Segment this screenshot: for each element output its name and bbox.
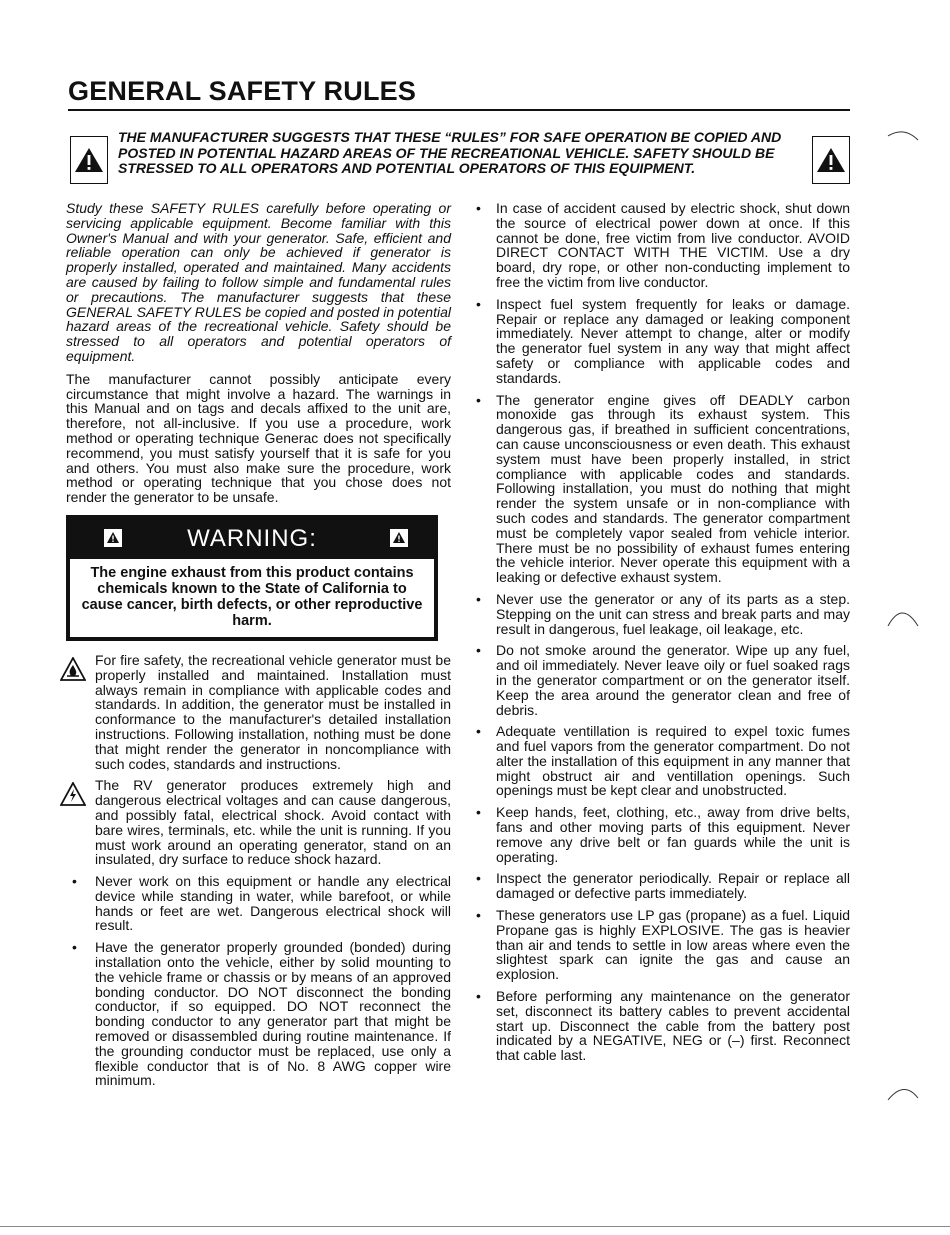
warning-heading: WARNING: (187, 524, 317, 552)
warning-triangle-icon (104, 529, 122, 547)
shock-hazard-icon (60, 782, 86, 809)
list-item: • Never use the generator or any of its parts as a step. Stepping on the unit can stress and break parts and may result in dangerous, fuel leakage, oil leakage, etc. (476, 590, 850, 637)
list-item: • Have the generator properly grounded (bonded) during installation onto the vehicle, either by solid mounting to the vehicle frame or chassis or by means of an approved bonding conductor. DO NOT disconnect the bonding conductor, if so equipped. DO NOT reconnect the bonding conductor to any generator part that might be removed or disassembled during routine maintenance. If the grounding conductor must be replaced, use only a flexible conductor that is of No. 8 AWG copper wire minimum. (72, 939, 451, 1089)
list-item: • Do not smoke around the generator. Wipe up any fuel, and oil immediately. Never leave oily or fuel soaked rags in the generator compartment or on the generator itself. Keep the area around the generator clean and free of debris. (476, 642, 850, 718)
bottom-edge-rule (0, 1226, 950, 1227)
list-item: • In case of accident caused by electric shock, shut down the source of electrical power down at once. If this cannot be done, free victim from live conductor. AVOID DIRECT CONTACT WITH THE VICTIM. Use a dry board, dry rope, or other non-conducting implement to free the victim from live conductor. (476, 200, 850, 290)
list-item: • Adequate ventillation is required to expel toxic fumes and fuel vapors from the generator compartment. Do not alter the installation of this equipment in any manner that might obstruct air and ventillation openings. Such openings must be kept clear and unobstructed. (476, 723, 850, 799)
safety-banner (68, 130, 850, 192)
warning-body: The engine exhaust from this product contains chemicals known to the State of California to cause cancer, birth defects, or other reproductive harm. (81, 564, 423, 629)
banner-text: THE MANUFACTURER SUGGESTS THAT THESE “RULES” FOR SAFE OPERATION BE COPIED AND POSTED IN POTENTIAL HAZARD AREAS OF THE RECREATIONAL VEHICLE. SAFETY SHOULD BE STRESSED TO ALL OPERATORS AND POTENTIAL OPERATORS OF THIS EQUIPMENT. (118, 129, 782, 176)
bullet-icon: • (476, 723, 481, 740)
binder-hole-mark-icon (886, 1084, 920, 1102)
bullet-icon: • (476, 907, 481, 924)
warning-triangle-icon (70, 136, 108, 184)
bullet-icon: • (476, 295, 481, 312)
intro-italic-paragraph: Study these SAFETY RULES carefully before operating or servicing applicable equipment. Become familiar with this Owner's Manual and with your generator. Safe, efficient and reliable operation can only be achieved if generator is properly installed, operated and maintained. Many accidents are caused by failing to follow simple and fundamental rules or precautions. The manufacturer suggests that these GENERAL SAFETY RULES be copied and posted in potential hazard areas of the recreational vehicle. Safety should be stressed to all operators and potential operators of equipment. (66, 200, 451, 364)
bullet-icon: • (476, 200, 481, 216)
list-item: • Inspect the generator periodically. Repair or replace all damaged or defective parts immediately. (476, 870, 850, 902)
intro-paragraph: The manufacturer cannot possibly anticipate every circumstance that might involve a hazard. The warnings in this Manual and on tags and decals affixed to the unit are, therefore, not all-inclusive. If you use a procedure, work method or operating technique Generac does not specifically recommend, you must satisfy yourself that it is safe for you and others. You must also make sure the procedure, work method or operating technique that you chose does not render the generator to be unsafe. (66, 370, 451, 506)
bullet-icon: • (72, 939, 77, 956)
title-rule (68, 109, 850, 111)
list-item: • Keep hands, feet, clothing, etc., away from drive belts, fans and other moving parts of this equipment. Never remove any drive belt or fan guards while the unit is operating. (476, 804, 850, 865)
binder-hole-mark-icon (886, 606, 920, 628)
california-warning-box (66, 515, 438, 641)
list-item: • Never work on this equipment or handle any electrical device while standing in water, while barefoot, or while hands or feet are wet. Dangerous electrical shock will result. (72, 873, 451, 934)
list-item: • The generator engine gives off DEADLY carbon monoxide gas through its exhaust system. This dangerous gas, if breathed in sufficient concentrations, can cause unconsciousness or even death. This exhaust system must have been properly installed, in strict compliance with applicable codes and standards. Following installation, you must do nothing that might render the system unsafe or in non-compliance with such codes and standards. The generator compartment must be completely vapor sealed from vehicle interior. There must be no possibility of exhaust fumes entering the vehicle interior. Never operate this equipment with a leaking or defective exhaust system. (476, 391, 850, 586)
list-item: • These generators use LP gas (propane) as a fuel. Liquid Propane gas is highly EXPLOSIVE. The gas is heavier than air and tends to settle in low areas where even the slightest spark can ignite the gas and cause an explosion. (476, 907, 850, 983)
bullet-icon: • (476, 391, 481, 408)
bullet-icon: • (476, 642, 481, 659)
bullet-icon: • (72, 873, 77, 890)
right-column (474, 201, 850, 1070)
list-item: The RV generator produces extremely high and dangerous electrical voltages and can cause dangerous, and possibly fatal, electrical shock. Avoid contact with bare wires, terminals, etc. while the unit is running. If you must work around an operating generator, stand on an insulated, dry surface to reduce shock hazard. (66, 778, 451, 867)
list-item: For fire safety, the recreational vehicle generator must be properly installed and maintained. Installation must always remain in compliance with applicable codes and standards. In addition, the generator must be installed in conformance to the manufacturer's detailed installation instructions. Following installation, nothing must be done that might render the generator in noncompliance with such codes, standards and instructions. (66, 653, 451, 771)
warning-triangle-icon (390, 529, 408, 547)
page-title: GENERAL SAFETY RULES (68, 76, 417, 106)
list-item: • Before performing any maintenance on the generator set, disconnect its battery cables to prevent accidental start up. Disconnect the cable from the battery post indicated by a NEGATIVE, NEG or (–) first. Reconnect that cable last. (476, 988, 850, 1064)
binder-hole-mark-icon (886, 128, 920, 142)
bullet-icon: • (476, 870, 481, 887)
bullet-icon: • (476, 590, 481, 607)
bullet-icon: • (476, 804, 481, 821)
warning-box-header (70, 519, 434, 559)
left-column (66, 201, 451, 1095)
bullet-icon: • (476, 988, 481, 1005)
warning-triangle-icon (812, 136, 850, 184)
fire-hazard-icon (60, 657, 86, 684)
list-item: • Inspect fuel system frequently for leaks or damage. Repair or replace any damaged or leaking component immediately. Never attempt to change, alter or modify the generator fuel system in any way that might affect safety or compliance with applicable codes and standards. (476, 295, 850, 386)
